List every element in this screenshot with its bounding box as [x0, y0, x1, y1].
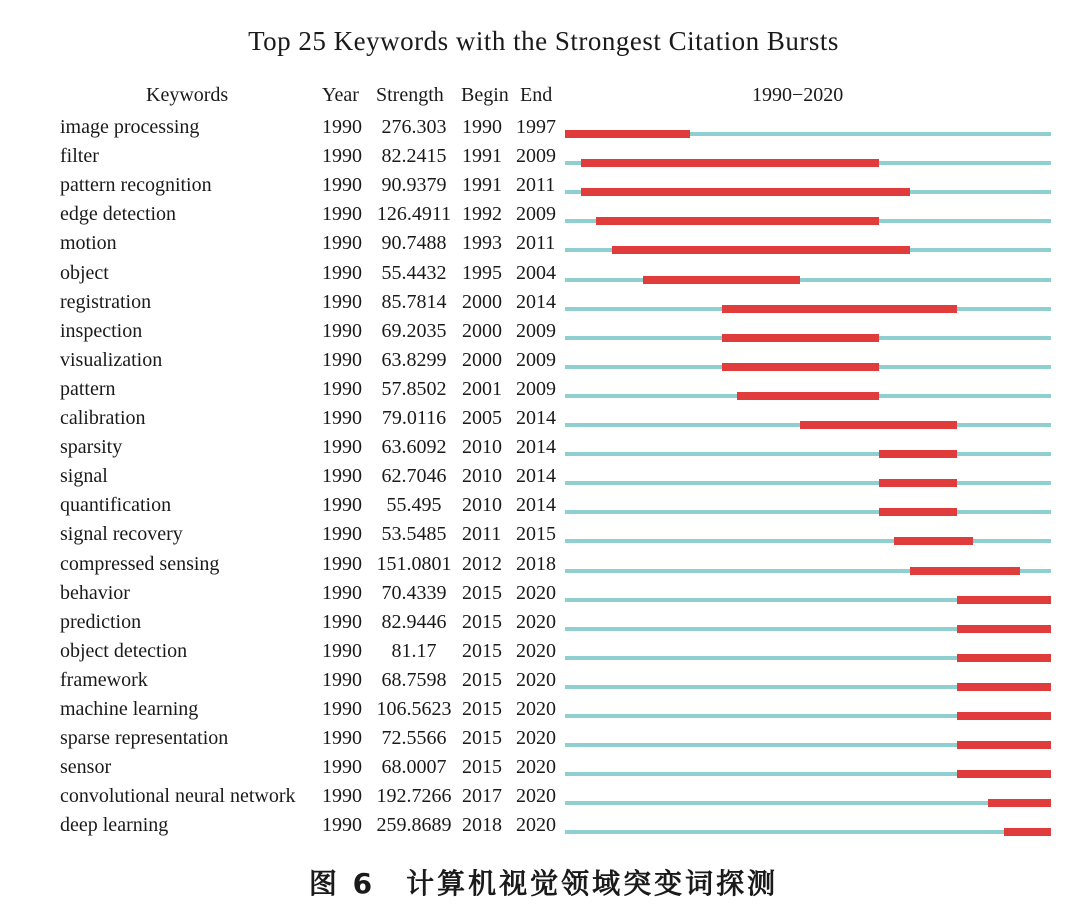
- row-end: 2014: [516, 290, 556, 313]
- row-begin: 2015: [462, 639, 502, 662]
- table-row: [0, 290, 1087, 319]
- table-row: [0, 173, 1087, 202]
- row-end: 2011: [516, 174, 556, 197]
- row-end: 2009: [516, 319, 556, 342]
- row-end: 2009: [516, 377, 556, 400]
- row-strength: 70.4339: [381, 581, 447, 604]
- row-end: 2020: [516, 785, 556, 808]
- row-strength: 151.0801: [376, 552, 452, 575]
- row-begin: 2000: [462, 348, 502, 371]
- row-begin: 1990: [462, 116, 502, 138]
- row-year: 1990: [322, 552, 362, 575]
- row-year: 1990: [322, 465, 362, 488]
- header-begin: Begin: [461, 84, 509, 106]
- row-year: 1990: [322, 174, 362, 197]
- row-end: 1997: [516, 116, 556, 138]
- burst-bar: [612, 246, 910, 254]
- row-begin: 1992: [462, 203, 502, 226]
- row-strength: 81.17: [391, 639, 437, 662]
- row-keyword: inspection: [60, 319, 143, 342]
- row-strength: 55.495: [386, 494, 442, 517]
- row-year: 1990: [322, 232, 362, 255]
- row-begin: 2015: [462, 756, 502, 779]
- burst-bar: [1004, 828, 1051, 836]
- row-strength: 72.5566: [381, 727, 447, 750]
- table-row: [0, 202, 1087, 231]
- row-year: 1990: [322, 203, 362, 226]
- row-strength: 63.8299: [381, 348, 447, 371]
- table-row: [0, 522, 1087, 551]
- table-row: [0, 464, 1087, 493]
- row-year: 1990: [322, 610, 362, 633]
- row-begin: 2012: [462, 552, 502, 575]
- row-keyword: registration: [60, 290, 152, 313]
- row-end: 2009: [516, 348, 556, 371]
- table-row: [0, 726, 1087, 755]
- table-row: [0, 319, 1087, 348]
- row-year: 1990: [322, 639, 362, 662]
- row-year: 1990: [322, 290, 362, 313]
- row-strength: 126.4911: [376, 203, 452, 226]
- row-begin: 2015: [462, 698, 502, 720]
- table-row: [0, 784, 1087, 813]
- burst-bar: [596, 217, 878, 225]
- row-strength: 55.4432: [381, 261, 447, 284]
- table-row: [0, 639, 1087, 668]
- row-year: 1990: [322, 436, 362, 459]
- row-year: 1990: [322, 494, 362, 517]
- burst-bar: [957, 683, 1051, 691]
- chart-title: Top 25 Keywords with the Strongest Citation Bursts: [248, 26, 839, 56]
- row-end: 2020: [516, 610, 556, 633]
- row-end: 2020: [516, 668, 556, 691]
- row-year: 1990: [322, 523, 362, 546]
- timeline-base: [565, 452, 1051, 456]
- burst-bar: [957, 712, 1051, 720]
- row-keyword: framework: [60, 668, 148, 691]
- row-begin: 2010: [462, 436, 502, 459]
- row-begin: 2000: [462, 319, 502, 342]
- timeline-base: [565, 510, 1051, 514]
- table-row: [0, 552, 1087, 581]
- row-keyword: object: [60, 261, 109, 284]
- row-keyword: motion: [60, 232, 117, 255]
- row-end: 2020: [516, 639, 556, 662]
- row-end: 2011: [516, 232, 556, 255]
- row-strength: 90.7488: [381, 232, 447, 255]
- row-begin: 2015: [462, 581, 502, 604]
- row-year: 1990: [322, 698, 362, 720]
- burst-bar: [957, 596, 1051, 604]
- row-end: 2014: [516, 494, 556, 517]
- burst-bar: [894, 537, 972, 545]
- row-begin: 1991: [462, 145, 502, 168]
- row-end: 2020: [516, 814, 556, 837]
- row-year: 1990: [322, 319, 362, 342]
- row-keyword: edge detection: [60, 203, 177, 226]
- burst-bar: [737, 392, 878, 400]
- row-keyword: behavior: [60, 581, 130, 604]
- row-keyword: sparse representation: [60, 727, 229, 750]
- row-keyword: pattern recognition: [60, 174, 212, 197]
- row-begin: 2001: [462, 377, 502, 400]
- burst-bar: [581, 188, 910, 196]
- table-row: [0, 697, 1087, 726]
- row-strength: 90.9379: [381, 174, 447, 197]
- row-begin: 2015: [462, 610, 502, 633]
- burst-bar: [957, 654, 1051, 662]
- row-keyword: prediction: [60, 610, 142, 633]
- table-row: [0, 813, 1087, 842]
- table-row: [0, 755, 1087, 784]
- row-end: 2018: [516, 552, 556, 575]
- burst-bar: [722, 334, 879, 342]
- burst-bar: [643, 276, 800, 284]
- header-year: Year: [322, 84, 359, 106]
- table-row: [0, 493, 1087, 522]
- row-begin: 2005: [462, 407, 502, 429]
- row-end: 2020: [516, 698, 556, 720]
- row-end: 2020: [516, 581, 556, 604]
- row-year: 1990: [322, 116, 362, 138]
- row-keyword: sensor: [60, 756, 112, 779]
- row-begin: 1991: [462, 174, 502, 197]
- row-keyword: visualization: [60, 348, 163, 371]
- table-row: [0, 348, 1087, 377]
- row-year: 1990: [322, 145, 362, 168]
- row-begin: 2011: [462, 523, 502, 546]
- burst-bar: [722, 305, 957, 313]
- row-year: 1990: [322, 785, 362, 808]
- row-begin: 2010: [462, 494, 502, 517]
- row-keyword: deep learning: [60, 814, 169, 837]
- row-strength: 53.5485: [381, 523, 447, 546]
- timeline-base: [565, 830, 1051, 834]
- row-strength: 82.9446: [381, 610, 447, 633]
- row-year: 1990: [322, 727, 362, 750]
- header-end: End: [520, 84, 553, 106]
- header-keywords: Keywords: [146, 84, 229, 106]
- row-end: 2014: [516, 407, 556, 429]
- row-strength: 69.2035: [381, 319, 447, 342]
- row-strength: 62.7046: [381, 465, 447, 488]
- row-end: 2020: [516, 756, 556, 779]
- table-row: [0, 261, 1087, 290]
- row-year: 1990: [322, 377, 362, 400]
- row-strength: 63.6092: [381, 436, 447, 459]
- row-begin: 2010: [462, 465, 502, 488]
- burst-bar: [879, 508, 957, 516]
- row-strength: 106.5623: [376, 698, 452, 720]
- table-row: [0, 610, 1087, 639]
- burst-bar: [879, 450, 957, 458]
- figure-caption: 图 6 计算机视觉领域突变词探测: [308, 867, 779, 900]
- header-range: 1990−2020: [752, 84, 844, 106]
- row-end: 2020: [516, 727, 556, 750]
- row-keyword: signal: [60, 465, 108, 488]
- row-keyword: image processing: [60, 116, 200, 138]
- row-keyword: machine learning: [60, 698, 199, 720]
- table-row: [0, 435, 1087, 464]
- row-begin: 2017: [462, 785, 502, 808]
- timeline-base: [565, 801, 1051, 805]
- row-keyword: sparsity: [60, 436, 123, 459]
- timeline-base: [565, 481, 1051, 485]
- row-strength: 82.2415: [381, 145, 447, 168]
- table-row: [0, 581, 1087, 610]
- row-strength: 192.7266: [376, 785, 452, 808]
- timeline-base: [565, 278, 1051, 282]
- burst-bar: [565, 130, 690, 138]
- burst-bar: [910, 567, 1020, 575]
- row-year: 1990: [322, 261, 362, 284]
- table-row: [0, 406, 1087, 435]
- burst-bar: [988, 799, 1051, 807]
- row-keyword: calibration: [60, 407, 146, 429]
- row-keyword: filter: [60, 145, 99, 168]
- row-keyword: convolutional neural network: [60, 785, 296, 808]
- row-year: 1990: [322, 756, 362, 779]
- row-begin: 2018: [462, 814, 502, 837]
- row-strength: 276.303: [381, 116, 447, 138]
- table-row: [0, 115, 1087, 144]
- row-end: 2015: [516, 523, 556, 546]
- row-keyword: object detection: [60, 639, 188, 662]
- header-strength: Strength: [376, 84, 444, 106]
- row-keyword: quantification: [60, 494, 172, 517]
- row-strength: 68.0007: [381, 756, 447, 779]
- table-row: [0, 377, 1087, 406]
- burst-bar: [879, 479, 957, 487]
- table-row: [0, 231, 1087, 260]
- table-row: [0, 144, 1087, 173]
- row-strength: 68.7598: [381, 668, 447, 691]
- row-year: 1990: [322, 348, 362, 371]
- row-strength: 85.7814: [381, 290, 447, 313]
- row-strength: 79.0116: [381, 407, 447, 429]
- burst-bar: [957, 625, 1051, 633]
- row-begin: 2000: [462, 290, 502, 313]
- row-begin: 1993: [462, 232, 502, 255]
- table-row: [0, 668, 1087, 697]
- row-year: 1990: [322, 581, 362, 604]
- row-strength: 57.8502: [381, 377, 447, 400]
- row-keyword: signal recovery: [60, 523, 183, 546]
- burst-bar: [957, 741, 1051, 749]
- burst-bar: [800, 421, 957, 429]
- burst-bar: [581, 159, 879, 167]
- row-end: 2009: [516, 203, 556, 226]
- row-end: 2014: [516, 436, 556, 459]
- row-end: 2014: [516, 465, 556, 488]
- row-year: 1990: [322, 814, 362, 837]
- burst-bar: [957, 770, 1051, 778]
- row-begin: 2015: [462, 668, 502, 691]
- row-keyword: compressed sensing: [60, 552, 220, 575]
- timeline-base: [565, 539, 1051, 543]
- row-begin: 1995: [462, 261, 502, 284]
- row-end: 2004: [516, 261, 556, 284]
- row-keyword: pattern: [60, 377, 116, 400]
- row-end: 2009: [516, 145, 556, 168]
- row-begin: 2015: [462, 727, 502, 750]
- row-year: 1990: [322, 668, 362, 691]
- row-strength: 259.8689: [376, 814, 452, 837]
- row-year: 1990: [322, 407, 362, 429]
- burst-bar: [722, 363, 879, 371]
